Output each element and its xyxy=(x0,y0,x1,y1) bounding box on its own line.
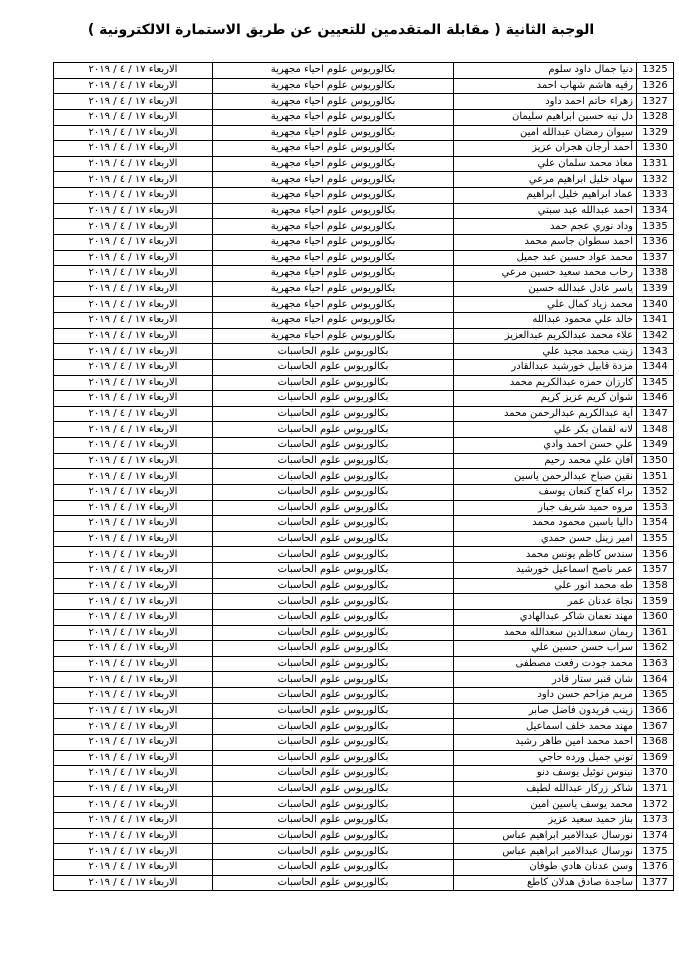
interview-date-cell: الاربعاء ١٧ / ٤ / ٢٠١٩ xyxy=(54,813,213,829)
interview-date-cell: الاربعاء ١٧ / ٤ / ٢٠١٩ xyxy=(54,875,213,891)
applicant-number-cell: 1357 xyxy=(637,563,674,579)
degree-cell: بكالوريوس علوم الحاسبات xyxy=(213,359,454,375)
applicant-name-cell: نجاة عدنان عمر xyxy=(454,594,637,610)
interview-date-cell: الاربعاء ١٧ / ٤ / ٢٠١٩ xyxy=(54,359,213,375)
applicant-number-cell: 1371 xyxy=(637,781,674,797)
applicant-number-cell: 1340 xyxy=(637,297,674,313)
table-row xyxy=(54,313,674,329)
applicant-name-cell: ساجدة صادق هدلان كاطع xyxy=(454,875,637,891)
table-row xyxy=(54,391,674,407)
interview-date-cell: الاربعاء ١٧ / ٤ / ٢٠١٩ xyxy=(54,406,213,422)
applicant-number-cell: 1356 xyxy=(637,547,674,563)
applicant-name-cell: سندس كاظم يونس محمد xyxy=(454,547,637,563)
interview-date-cell: الاربعاء ١٧ / ٤ / ٢٠١٩ xyxy=(54,234,213,250)
table-row xyxy=(54,156,674,172)
applicant-name-cell: محمد يوسف ياسين امين xyxy=(454,797,637,813)
table-row xyxy=(54,734,674,750)
applicant-number-cell: 1326 xyxy=(637,78,674,94)
interview-date-cell: الاربعاء ١٧ / ٤ / ٢٠١٩ xyxy=(54,78,213,94)
interview-date-cell: الاربعاء ١٧ / ٤ / ٢٠١٩ xyxy=(54,500,213,516)
applicant-number-cell: 1344 xyxy=(637,359,674,375)
degree-cell: بكالوريوس علوم الحاسبات xyxy=(213,703,454,719)
interview-date-cell: الاربعاء ١٧ / ٤ / ٢٠١٩ xyxy=(54,578,213,594)
degree-cell: بكالوريوس علوم الحاسبات xyxy=(213,781,454,797)
applicant-number-cell: 1359 xyxy=(637,594,674,610)
degree-cell: بكالوريوس علوم الحاسبات xyxy=(213,813,454,829)
interview-date-cell: الاربعاء ١٧ / ٤ / ٢٠١٩ xyxy=(54,641,213,657)
applicant-name-cell: مهند نعمان شاكر عبدالهادي xyxy=(454,609,637,625)
table-row xyxy=(54,125,674,141)
applicant-name-cell: شوان كريم عزيز كريم xyxy=(454,391,637,407)
applicant-name-cell: عماد ابراهيم خليل ابراهيم xyxy=(454,188,637,204)
applicant-number-cell: 1347 xyxy=(637,406,674,422)
applicant-number-cell: 1376 xyxy=(637,859,674,875)
interview-date-cell: الاربعاء ١٧ / ٤ / ٢٠١٩ xyxy=(54,156,213,172)
table-row xyxy=(54,813,674,829)
table-row xyxy=(54,438,674,454)
applicant-name-cell: شان قنبر ستار قادر xyxy=(454,672,637,688)
table-row xyxy=(54,422,674,438)
degree-cell: بكالوريوس علوم الحاسبات xyxy=(213,438,454,454)
interview-date-cell: الاربعاء ١٧ / ٤ / ٢٠١٩ xyxy=(54,625,213,641)
table-row xyxy=(54,453,674,469)
applicant-number-cell: 1330 xyxy=(637,141,674,157)
degree-cell: بكالوريوس علوم احياء مجهرية xyxy=(213,297,454,313)
applicant-number-cell: 1343 xyxy=(637,344,674,360)
interview-date-cell: الاربعاء ١٧ / ٤ / ٢٠١٩ xyxy=(54,313,213,329)
table-row xyxy=(54,688,674,704)
table-row xyxy=(54,531,674,547)
interview-date-cell: الاربعاء ١٧ / ٤ / ٢٠١٩ xyxy=(54,750,213,766)
table-row xyxy=(54,328,674,344)
applicant-number-cell: 1364 xyxy=(637,672,674,688)
table-row xyxy=(54,563,674,579)
interview-date-cell: الاربعاء ١٧ / ٤ / ٢٠١٩ xyxy=(54,594,213,610)
interview-date-cell: الاربعاء ١٧ / ٤ / ٢٠١٩ xyxy=(54,422,213,438)
table-row xyxy=(54,406,674,422)
interview-date-cell: الاربعاء ١٧ / ٤ / ٢٠١٩ xyxy=(54,734,213,750)
interview-date-cell: الاربعاء ١٧ / ٤ / ٢٠١٩ xyxy=(54,703,213,719)
degree-cell: بكالوريوس علوم الحاسبات xyxy=(213,500,454,516)
degree-cell: بكالوريوس علوم احياء مجهرية xyxy=(213,109,454,125)
applicants-table xyxy=(53,62,674,891)
applicant-number-cell: 1349 xyxy=(637,438,674,454)
table-row xyxy=(54,656,674,672)
applicant-name-cell: خالد علي محمود عبدالله xyxy=(454,313,637,329)
interview-date-cell: الاربعاء ١٧ / ٤ / ٢٠١٩ xyxy=(54,688,213,704)
applicant-name-cell: داليا ياسين محمود محمد xyxy=(454,516,637,532)
applicant-name-cell: طه محمد انور علي xyxy=(454,578,637,594)
degree-cell: بكالوريوس علوم الحاسبات xyxy=(213,406,454,422)
applicant-number-cell: 1328 xyxy=(637,109,674,125)
interview-date-cell: الاربعاء ١٧ / ٤ / ٢٠١٩ xyxy=(54,250,213,266)
applicant-number-cell: 1329 xyxy=(637,125,674,141)
applicant-name-cell: وسن عدنان هادي طوفان xyxy=(454,859,637,875)
degree-cell: بكالوريوس علوم الحاسبات xyxy=(213,672,454,688)
applicant-name-cell: علاء محمد عبدالكريم عبدالعزيز xyxy=(454,328,637,344)
interview-date-cell: الاربعاء ١٧ / ٤ / ٢٠١٩ xyxy=(54,656,213,672)
degree-cell: بكالوريوس علوم الحاسبات xyxy=(213,734,454,750)
interview-date-cell: الاربعاء ١٧ / ٤ / ٢٠١٩ xyxy=(54,438,213,454)
degree-cell: بكالوريوس علوم احياء مجهرية xyxy=(213,219,454,235)
interview-date-cell: الاربعاء ١٧ / ٤ / ٢٠١٩ xyxy=(54,859,213,875)
interview-date-cell: الاربعاء ١٧ / ٤ / ٢٠١٩ xyxy=(54,797,213,813)
table-row xyxy=(54,78,674,94)
interview-date-cell: الاربعاء ١٧ / ٤ / ٢٠١٩ xyxy=(54,344,213,360)
applicant-number-cell: 1332 xyxy=(637,172,674,188)
interview-date-cell: الاربعاء ١٧ / ٤ / ٢٠١٩ xyxy=(54,469,213,485)
degree-cell: بكالوريوس علوم الحاسبات xyxy=(213,344,454,360)
applicant-number-cell: 1363 xyxy=(637,656,674,672)
applicant-number-cell: 1368 xyxy=(637,734,674,750)
applicant-name-cell: محمد عواد حسين عبد جميل xyxy=(454,250,637,266)
degree-cell: بكالوريوس علوم احياء مجهرية xyxy=(213,94,454,110)
interview-date-cell: الاربعاء ١٧ / ٤ / ٢٠١٩ xyxy=(54,719,213,735)
applicant-name-cell: زهراء حاتم احمد داود xyxy=(454,94,637,110)
applicant-name-cell: امير زينل حسن حمدي xyxy=(454,531,637,547)
degree-cell: بكالوريوس علوم احياء مجهرية xyxy=(213,234,454,250)
table-row xyxy=(54,281,674,297)
degree-cell: بكالوريوس علوم احياء مجهرية xyxy=(213,328,454,344)
applicant-number-cell: 1353 xyxy=(637,500,674,516)
interview-date-cell: الاربعاء ١٧ / ٤ / ٢٠١٩ xyxy=(54,766,213,782)
degree-cell: بكالوريوس علوم الحاسبات xyxy=(213,859,454,875)
applicant-number-cell: 1374 xyxy=(637,828,674,844)
applicant-number-cell: 1338 xyxy=(637,266,674,282)
interview-date-cell: الاربعاء ١٧ / ٤ / ٢٠١٩ xyxy=(54,172,213,188)
applicant-number-cell: 1360 xyxy=(637,609,674,625)
applicant-name-cell: مريم مزاحم حسن داود xyxy=(454,688,637,704)
applicant-name-cell: لانه لقمان بكر علي xyxy=(454,422,637,438)
applicant-name-cell: نورسال عبدالامير ابراهيم عباس xyxy=(454,844,637,860)
applicant-number-cell: 1337 xyxy=(637,250,674,266)
table-row xyxy=(54,375,674,391)
applicants-table-body xyxy=(54,63,674,891)
interview-date-cell: الاربعاء ١٧ / ٤ / ٢٠١٩ xyxy=(54,266,213,282)
table-row xyxy=(54,94,674,110)
applicant-number-cell: 1367 xyxy=(637,719,674,735)
table-row xyxy=(54,500,674,516)
applicant-name-cell: توني جميل ورده حاجي xyxy=(454,750,637,766)
degree-cell: بكالوريوس علوم الحاسبات xyxy=(213,828,454,844)
applicant-number-cell: 1351 xyxy=(637,469,674,485)
applicant-number-cell: 1331 xyxy=(637,156,674,172)
interview-date-cell: الاربعاء ١٧ / ٤ / ٢٠١٩ xyxy=(54,609,213,625)
applicant-number-cell: 1342 xyxy=(637,328,674,344)
applicant-number-cell: 1366 xyxy=(637,703,674,719)
degree-cell: بكالوريوس علوم الحاسبات xyxy=(213,625,454,641)
applicant-name-cell: بناز حميد سعيد عزيز xyxy=(454,813,637,829)
degree-cell: بكالوريوس علوم الحاسبات xyxy=(213,719,454,735)
degree-cell: بكالوريوس علوم الحاسبات xyxy=(213,484,454,500)
page-title: الوجبة الثانية ( مقابلة المتقدمين للتعيين عن طريق الاستمارة الالكترونية ) xyxy=(87,22,595,38)
applicant-name-cell: علي حسن احمد وادي xyxy=(454,438,637,454)
applicant-name-cell: احمد سطوان جاسم محمد xyxy=(454,234,637,250)
interview-date-cell: الاربعاء ١٧ / ٤ / ٢٠١٩ xyxy=(54,63,213,79)
table-row xyxy=(54,547,674,563)
applicant-name-cell: عمر ناصح اسماعيل خورشيد xyxy=(454,563,637,579)
interview-date-cell: الاربعاء ١٧ / ٤ / ٢٠١٩ xyxy=(54,547,213,563)
degree-cell: بكالوريوس علوم احياء مجهرية xyxy=(213,125,454,141)
table-row xyxy=(54,578,674,594)
interview-date-cell: الاربعاء ١٧ / ٤ / ٢٠١٩ xyxy=(54,141,213,157)
applicant-number-cell: 1336 xyxy=(637,234,674,250)
applicant-name-cell: نينوس نوئيل يوسف دنو xyxy=(454,766,637,782)
applicant-number-cell: 1377 xyxy=(637,875,674,891)
applicant-number-cell: 1370 xyxy=(637,766,674,782)
table-row xyxy=(54,203,674,219)
degree-cell: بكالوريوس علوم الحاسبات xyxy=(213,797,454,813)
applicant-name-cell: نقين صباح عبدالرحمن ياسين xyxy=(454,469,637,485)
applicant-name-cell: مزدة قابيل خورشيد عبدالقادر xyxy=(454,359,637,375)
table-row xyxy=(54,297,674,313)
applicant-number-cell: 1373 xyxy=(637,813,674,829)
degree-cell: بكالوريوس علوم احياء مجهرية xyxy=(213,156,454,172)
applicant-name-cell: دنيا جمال داود سلوم xyxy=(454,63,637,79)
interview-date-cell: الاربعاء ١٧ / ٤ / ٢٠١٩ xyxy=(54,328,213,344)
applicant-number-cell: 1327 xyxy=(637,94,674,110)
applicant-number-cell: 1372 xyxy=(637,797,674,813)
degree-cell: بكالوريوس علوم احياء مجهرية xyxy=(213,78,454,94)
applicant-name-cell: محمد زياد كمال علي xyxy=(454,297,637,313)
interview-date-cell: الاربعاء ١٧ / ٤ / ٢٠١٩ xyxy=(54,516,213,532)
interview-date-cell: الاربعاء ١٧ / ٤ / ٢٠١٩ xyxy=(54,844,213,860)
applicant-name-cell: آية عبدالكريم عبدالرحمن محمد xyxy=(454,406,637,422)
table-row xyxy=(54,63,674,79)
applicant-name-cell: أحمد أرجان هجران عزيز xyxy=(454,141,637,157)
table-row xyxy=(54,484,674,500)
applicant-name-cell: احمد محمد امين طاهر رشيد xyxy=(454,734,637,750)
table-row xyxy=(54,859,674,875)
applicant-number-cell: 1335 xyxy=(637,219,674,235)
applicant-number-cell: 1358 xyxy=(637,578,674,594)
interview-date-cell: الاربعاء ١٧ / ٤ / ٢٠١٩ xyxy=(54,94,213,110)
applicant-number-cell: 1362 xyxy=(637,641,674,657)
applicant-number-cell: 1339 xyxy=(637,281,674,297)
table-row xyxy=(54,844,674,860)
applicant-name-cell: كارزان حمزه عبدالكريم محمد xyxy=(454,375,637,391)
table-row xyxy=(54,141,674,157)
table-row xyxy=(54,172,674,188)
interview-date-cell: الاربعاء ١٧ / ٤ / ٢٠١٩ xyxy=(54,281,213,297)
applicant-name-cell: معاذ محمد سلمان علي xyxy=(454,156,637,172)
degree-cell: بكالوريوس علوم الحاسبات xyxy=(213,766,454,782)
applicant-name-cell: سيوان رمضان عبدالله امين xyxy=(454,125,637,141)
degree-cell: بكالوريوس علوم احياء مجهرية xyxy=(213,188,454,204)
applicant-name-cell: شاكر زركار عبدالله لطيف xyxy=(454,781,637,797)
degree-cell: بكالوريوس علوم الحاسبات xyxy=(213,453,454,469)
degree-cell: بكالوريوس علوم الحاسبات xyxy=(213,688,454,704)
applicant-name-cell: سراب حسن حسين علي xyxy=(454,641,637,657)
applicant-number-cell: 1348 xyxy=(637,422,674,438)
applicant-number-cell: 1352 xyxy=(637,484,674,500)
table-row xyxy=(54,188,674,204)
table-row xyxy=(54,609,674,625)
interview-date-cell: الاربعاء ١٧ / ٤ / ٢٠١٩ xyxy=(54,484,213,500)
table-row xyxy=(54,250,674,266)
interview-date-cell: الاربعاء ١٧ / ٤ / ٢٠١٩ xyxy=(54,672,213,688)
degree-cell: بكالوريوس علوم الحاسبات xyxy=(213,531,454,547)
degree-cell: بكالوريوس علوم الحاسبات xyxy=(213,609,454,625)
table-row xyxy=(54,766,674,782)
degree-cell: بكالوريوس علوم الحاسبات xyxy=(213,563,454,579)
applicant-name-cell: دل نيه حسين ابراهيم سليمان xyxy=(454,109,637,125)
table-row xyxy=(54,344,674,360)
degree-cell: بكالوريوس علوم احياء مجهرية xyxy=(213,250,454,266)
interview-date-cell: الاربعاء ١٧ / ٤ / ٢٠١٩ xyxy=(54,453,213,469)
applicant-name-cell: مهند محمد خلف اسماعيل xyxy=(454,719,637,735)
applicant-name-cell: زينب محمد مجيد علي xyxy=(454,344,637,360)
interview-date-cell: الاربعاء ١٧ / ٤ / ٢٠١٩ xyxy=(54,219,213,235)
degree-cell: بكالوريوس علوم احياء مجهرية xyxy=(213,281,454,297)
table-row xyxy=(54,828,674,844)
degree-cell: بكالوريوس علوم احياء مجهرية xyxy=(213,266,454,282)
table-row xyxy=(54,750,674,766)
applicant-name-cell: محمد جودت رفعت مصطفى xyxy=(454,656,637,672)
applicant-name-cell: نورسال عبدالامير ابراهيم عباس xyxy=(454,828,637,844)
interview-date-cell: الاربعاء ١٧ / ٤ / ٢٠١٩ xyxy=(54,781,213,797)
table-row xyxy=(54,469,674,485)
degree-cell: بكالوريوس علوم احياء مجهرية xyxy=(213,203,454,219)
applicant-number-cell: 1369 xyxy=(637,750,674,766)
applicant-name-cell: وداد نوري عجم حمد xyxy=(454,219,637,235)
applicant-number-cell: 1354 xyxy=(637,516,674,532)
applicant-name-cell: رقيه هاشم شهاب احمد xyxy=(454,78,637,94)
table-row xyxy=(54,594,674,610)
applicant-name-cell: مروه حميد شريف جبار xyxy=(454,500,637,516)
interview-date-cell: الاربعاء ١٧ / ٤ / ٢٠١٩ xyxy=(54,297,213,313)
interview-date-cell: الاربعاء ١٧ / ٤ / ٢٠١٩ xyxy=(54,828,213,844)
degree-cell: بكالوريوس علوم الحاسبات xyxy=(213,375,454,391)
applicant-number-cell: 1355 xyxy=(637,531,674,547)
degree-cell: بكالوريوس علوم الحاسبات xyxy=(213,469,454,485)
degree-cell: بكالوريوس علوم الحاسبات xyxy=(213,422,454,438)
table-row xyxy=(54,719,674,735)
table-row xyxy=(54,359,674,375)
applicant-name-cell: ريمان سعدالدين سعدالله محمد xyxy=(454,625,637,641)
applicant-number-cell: 1341 xyxy=(637,313,674,329)
table-row xyxy=(54,219,674,235)
applicant-name-cell: احمد عبدالله عبد سبتي xyxy=(454,203,637,219)
degree-cell: بكالوريوس علوم الحاسبات xyxy=(213,547,454,563)
table-row xyxy=(54,875,674,891)
applicant-name-cell: رحاب محمد سعيد حسين مرعي xyxy=(454,266,637,282)
applicant-number-cell: 1345 xyxy=(637,375,674,391)
table-row xyxy=(54,234,674,250)
degree-cell: بكالوريوس علوم احياء مجهرية xyxy=(213,172,454,188)
interview-date-cell: الاربعاء ١٧ / ٤ / ٢٠١٩ xyxy=(54,188,213,204)
interview-date-cell: الاربعاء ١٧ / ٤ / ٢٠١٩ xyxy=(54,109,213,125)
degree-cell: بكالوريوس علوم الحاسبات xyxy=(213,391,454,407)
applicant-number-cell: 1346 xyxy=(637,391,674,407)
applicant-number-cell: 1325 xyxy=(637,63,674,79)
applicant-number-cell: 1334 xyxy=(637,203,674,219)
degree-cell: بكالوريوس علوم الحاسبات xyxy=(213,844,454,860)
degree-cell: بكالوريوس علوم الحاسبات xyxy=(213,656,454,672)
table-row xyxy=(54,266,674,282)
interview-date-cell: الاربعاء ١٧ / ٤ / ٢٠١٩ xyxy=(54,391,213,407)
table-row xyxy=(54,797,674,813)
table-row xyxy=(54,516,674,532)
table-row xyxy=(54,703,674,719)
table-row xyxy=(54,641,674,657)
interview-date-cell: الاربعاء ١٧ / ٤ / ٢٠١٩ xyxy=(54,375,213,391)
degree-cell: بكالوريوس علوم الحاسبات xyxy=(213,875,454,891)
degree-cell: بكالوريوس علوم الحاسبات xyxy=(213,578,454,594)
applicant-name-cell: ياسر عادل عبدالله حسين xyxy=(454,281,637,297)
degree-cell: بكالوريوس علوم احياء مجهرية xyxy=(213,141,454,157)
degree-cell: بكالوريوس علوم الحاسبات xyxy=(213,516,454,532)
applicant-number-cell: 1333 xyxy=(637,188,674,204)
degree-cell: بكالوريوس علوم احياء مجهرية xyxy=(213,63,454,79)
interview-date-cell: الاربعاء ١٧ / ٤ / ٢٠١٩ xyxy=(54,563,213,579)
degree-cell: بكالوريوس علوم الحاسبات xyxy=(213,750,454,766)
applicant-name-cell: زينب فريدون فاضل صابر xyxy=(454,703,637,719)
applicant-name-cell: براء كفاح كنعان يوسف xyxy=(454,484,637,500)
applicant-number-cell: 1365 xyxy=(637,688,674,704)
table-row xyxy=(54,781,674,797)
applicant-name-cell: سهاد خليل ابراهيم مرعي xyxy=(454,172,637,188)
applicant-number-cell: 1375 xyxy=(637,844,674,860)
applicant-number-cell: 1361 xyxy=(637,625,674,641)
degree-cell: بكالوريوس علوم احياء مجهرية xyxy=(213,313,454,329)
interview-date-cell: الاربعاء ١٧ / ٤ / ٢٠١٩ xyxy=(54,125,213,141)
table-row xyxy=(54,625,674,641)
interview-date-cell: الاربعاء ١٧ / ٤ / ٢٠١٩ xyxy=(54,203,213,219)
applicant-name-cell: آفان علي محمد رحيم xyxy=(454,453,637,469)
applicant-number-cell: 1350 xyxy=(637,453,674,469)
degree-cell: بكالوريوس علوم الحاسبات xyxy=(213,594,454,610)
degree-cell: بكالوريوس علوم الحاسبات xyxy=(213,641,454,657)
table-row xyxy=(54,672,674,688)
interview-date-cell: الاربعاء ١٧ / ٤ / ٢٠١٩ xyxy=(54,531,213,547)
table-row xyxy=(54,109,674,125)
